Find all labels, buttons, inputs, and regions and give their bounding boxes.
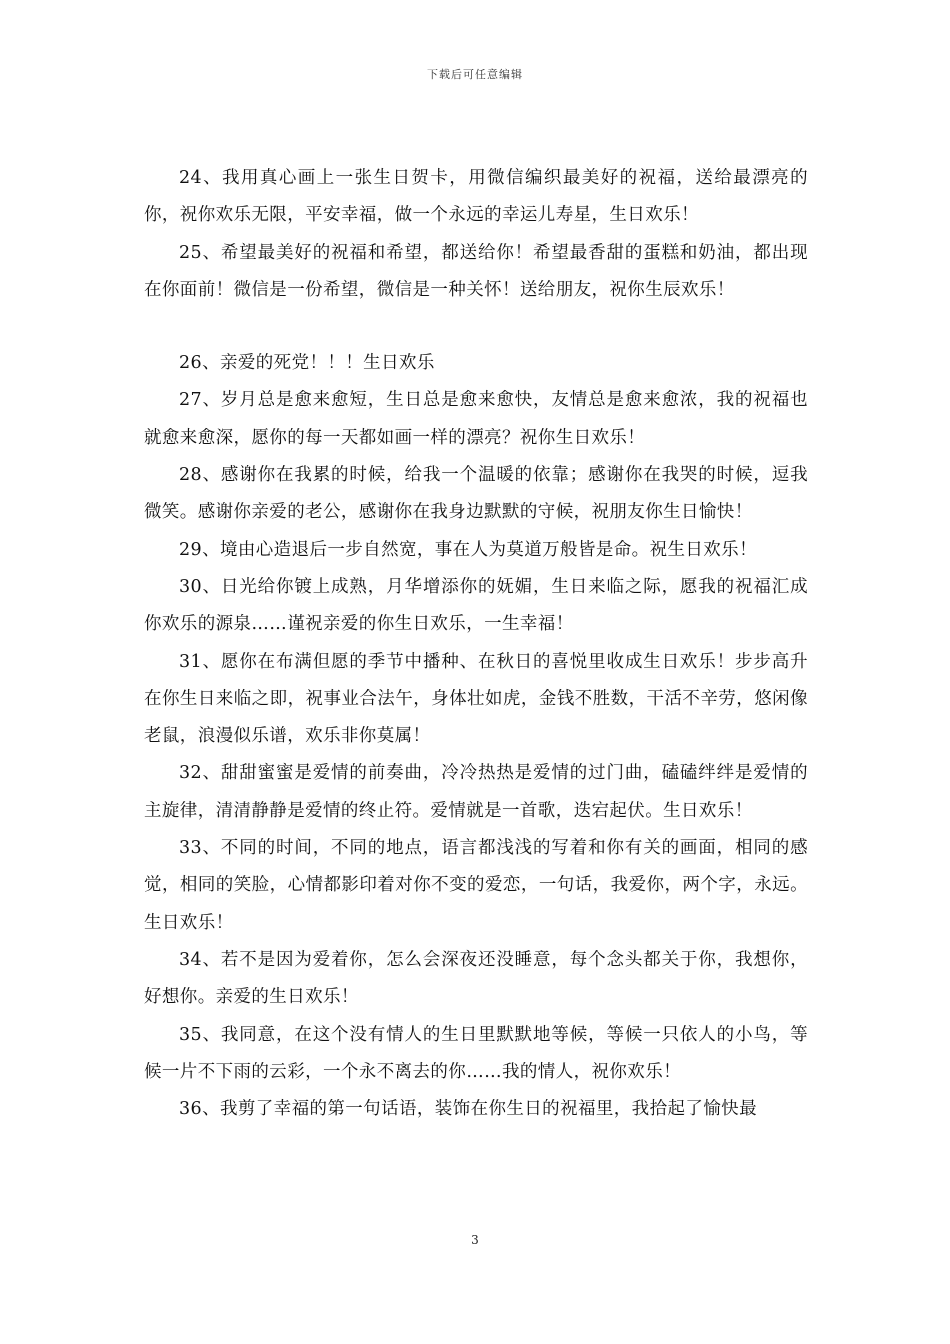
paragraph-27: 27、岁月总是愈来愈短，生日总是愈来愈快，友情总是愈来愈浓，我的祝福也就愈来愈深，愿你的每一天都如画一样的漂亮？祝你生日欢乐！ — [144, 390, 808, 448]
paragraph-34: 34、若不是因为爱着你，怎么会深夜还没睡意，每个念头都关于你，我想你，好想你。亲爱的生日欢乐！ — [144, 949, 808, 1008]
paragraph-29: 29、境由心造退后一步自然宽，事在人为莫道万般皆是命。祝生日欢乐！ — [179, 539, 757, 560]
paragraph-25: 25、希望最美好的祝福和希望，都送给你！希望最香甜的蛋糕和奶油，都出现在你面前！微信是一份希望，微信是一种关怀！送给朋友，祝你生辰欢乐！ — [144, 242, 808, 300]
paragraph-24: 24、我用真心画上一张生日贺卡，用微信编织最美好的祝福，送给最漂亮的你，祝你欢乐无限，平安幸福，做一个永远的幸运儿寿星，生日欢乐！ — [144, 168, 808, 226]
paragraph-32: 32、甜甜蜜蜜是爱情的前奏曲，冷冷热热是爱情的过门曲，磕磕绊绊是爱情的主旋律，清清静静是爱情的终止符。爱情就是一首歌，迭宕起伏。生日欢乐！ — [144, 763, 808, 821]
paragraph-36: 36、我剪了幸福的第一句话语，装饰在你生日的祝福里，我拾起了愉快最 — [179, 1099, 757, 1120]
paragraph-28: 28、感谢你在我累的时候，给我一个温暖的依靠；感谢你在我哭的时候，逗我微笑。感谢你亲爱的老公，感谢你在我身边默默的守候，祝朋友你生日愉快！ — [144, 465, 808, 523]
paragraph-30: 30、日光给你镀上成熟，月华增添你的妩媚，生日来临之际，愿我的祝福汇成你欢乐的源泉……谨祝亲爱的你生日欢乐，一生幸福！ — [144, 576, 808, 635]
paragraph-26: 26、亲爱的死党！！！生日欢乐 — [179, 353, 435, 374]
document-body — [144, 160, 808, 1128]
paragraph-gap — [144, 309, 808, 345]
page-number: 3 — [471, 1233, 479, 1247]
page-header: 下载后可任意编辑 — [427, 68, 523, 81]
paragraph-33: 33、不同的时间，不同的地点，语言都浅浅的写着和你有关的画面，相同的感觉，相同的笑脸，心情都影印着对你不变的爱恋，一句话，我爱你，两个字，永远。生日欢乐！ — [144, 838, 808, 933]
paragraph-31: 31、愿你在布满但愿的季节中播种、在秋日的喜悦里收成生日欢乐！步步高升在你生日来临之即，祝事业合法午，身体壮如虎，金钱不胜数，干活不辛劳，悠闲像老鼠，浪漫似乐谱，欢乐非你莫属！ — [144, 651, 808, 747]
paragraph-35: 35、我同意，在这个没有情人的生日里默默地等候，等候一只依人的小鸟，等候一片不下雨的云彩，一个永不离去的你……我的情人，祝你欢乐！ — [144, 1024, 808, 1082]
